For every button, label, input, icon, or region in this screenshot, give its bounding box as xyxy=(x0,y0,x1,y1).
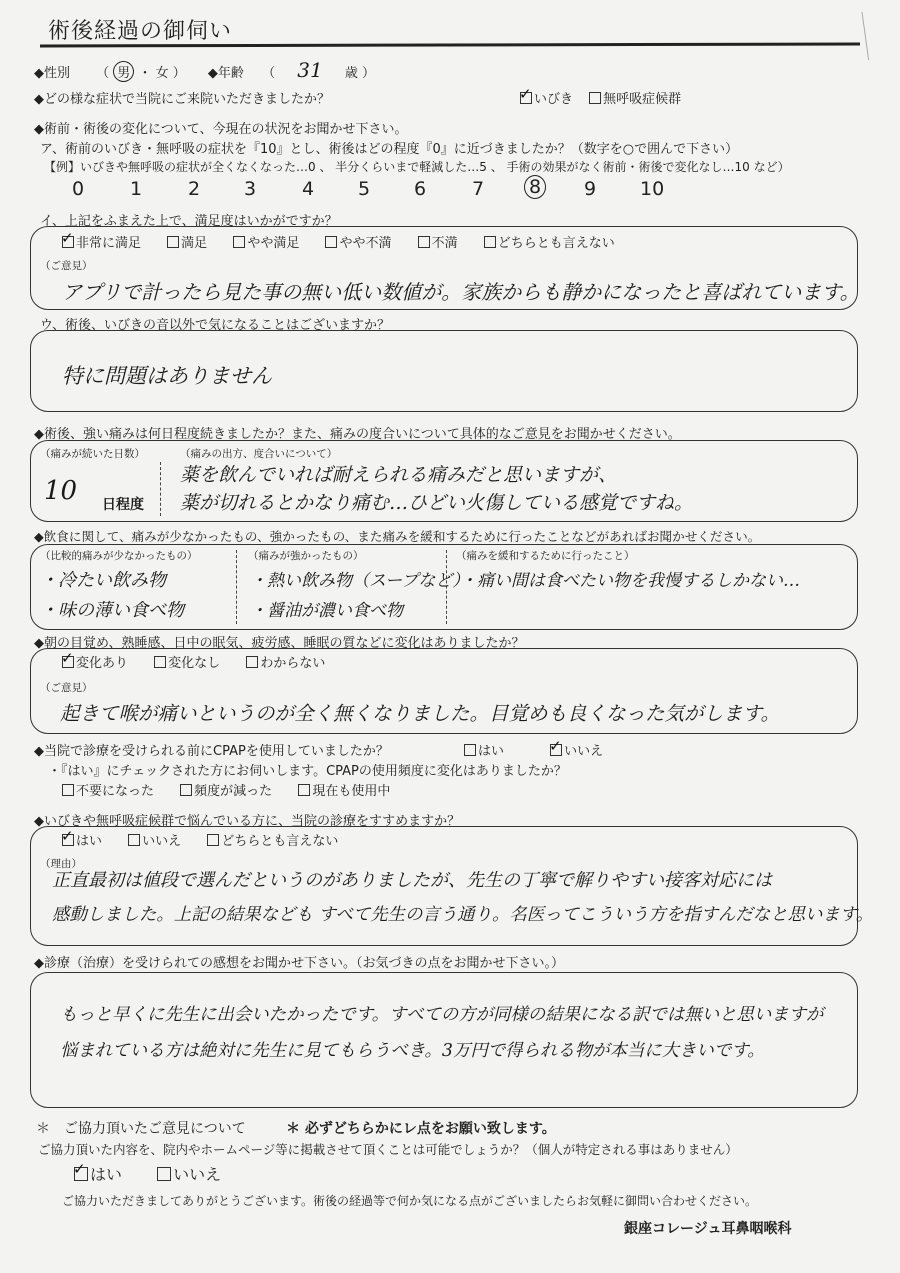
q3-answer-text[interactable]: 特に問題はありません xyxy=(62,364,272,388)
satisfaction-checkbox-3[interactable] xyxy=(233,236,245,248)
q6-option-changed: 変化あり xyxy=(76,656,129,671)
scale-5[interactable]: 5 xyxy=(358,178,371,200)
q6-opinion-text[interactable]: 起きて喉が痛いというのが全く無くなりました。目覚めも良くなった気がします。 xyxy=(60,702,780,725)
q6-opinion-label: （ご意見） xyxy=(40,682,93,694)
q8-options xyxy=(62,830,360,849)
satisfaction-checkbox-6[interactable] xyxy=(484,236,496,248)
gender-female[interactable]: 女 xyxy=(155,66,169,81)
q1-checkbox-ibiki[interactable] xyxy=(520,92,532,104)
q1-option-ibiki: いびき xyxy=(534,92,574,107)
page-title: 術後経過の御伺い xyxy=(48,19,233,44)
footer-note-a: ＊ ご協力頂いたご意見について xyxy=(36,1121,246,1137)
q4-detail-line2[interactable]: 薬が切れるとかなり痛む…ひどい火傷している感覚ですね。 xyxy=(180,492,694,514)
q6-options xyxy=(62,652,347,671)
satisfaction-checkbox-4[interactable] xyxy=(325,236,337,248)
age-unit: 歳 xyxy=(344,66,358,81)
gender-dot: ・ xyxy=(138,66,152,81)
gender-male[interactable]: 男 xyxy=(113,61,134,82)
footer-note-b: ＊ 必ずどちらかにレ点をお願い致します。 xyxy=(286,1121,556,1137)
q2-example: 【例】いびきや無呼吸の症状が全くなくなった…0 、 半分くらいまで軽減した…5 、 手術の効果がなく術前・術後で変化なし…10 など） xyxy=(44,160,790,174)
footer-option-yes: はい xyxy=(90,1165,123,1184)
scale-3[interactable]: 3 xyxy=(244,178,257,200)
q6-question: ◆朝の目覚め、熟睡感、日中の眠気、疲労感、睡眠の質などに変化はありましたか？ xyxy=(34,636,525,651)
q2-opinion-text[interactable]: アプリで計ったら見た事の無い低い数値が。家族からも静かになったと喜ばれています。 xyxy=(62,280,860,304)
satisfaction-label-3: やや満足 xyxy=(247,236,300,251)
satisfaction-label-6: どちらとも言えない xyxy=(497,236,615,251)
q8-question: ◆いびきや無呼吸症候群で悩んでいる方に、当院の診療をすすめますか？ xyxy=(34,814,461,829)
q1-option-apnea: 無呼吸症候群 xyxy=(603,92,682,107)
satisfaction-label-2: 満足 xyxy=(181,236,208,251)
q4-days-value[interactable]: 10 xyxy=(44,476,78,506)
clinic-name: 銀座コレージュ耳鼻咽喉科 xyxy=(624,1221,792,1237)
footer-checkbox-no[interactable] xyxy=(157,1167,171,1181)
q3-question: ウ、術後、いびきの音以外で気になることはございますか？ xyxy=(40,318,390,333)
q5-col2-label: （痛みが強かったもの） xyxy=(248,550,364,562)
q8-reason-line2[interactable]: 感動しました。上記の結果なども すべて先生の言う通り。名医ってこういう方を指すんだなと思います。 xyxy=(52,905,874,925)
q6-checkbox-unknown[interactable] xyxy=(246,656,258,668)
q9-question: ◆診療（治療）を受けられての感想をお聞かせ下さい。（お気づきの点をお聞かせ下さい。） xyxy=(34,956,564,971)
scale-1[interactable]: 1 xyxy=(130,178,143,200)
q6-checkbox-nochange[interactable] xyxy=(154,656,166,668)
q7-sub-option-1: 不要になった xyxy=(76,784,155,799)
q5-col2-item-2[interactable]: ・醤油が濃い食べ物 xyxy=(250,601,403,621)
title-underline xyxy=(0,0,900,60)
q9-answer-line2[interactable]: 悩まれている方は絶対に先生に見てもらうべき。3万円で得られる物が本当に大きいです。 xyxy=(60,1041,765,1061)
q8-checkbox-yes[interactable] xyxy=(62,834,74,846)
footer-options xyxy=(74,1162,221,1185)
q8-reason-line1[interactable]: 正直最初は値段で選んだというのがありましたが、先生の丁寧で解りやすい接客対応には xyxy=(52,870,772,891)
q8-reason-label: （理由） xyxy=(40,858,82,870)
q8-checkbox-no[interactable] xyxy=(128,834,140,846)
q2-opinion-label: （ご意見） xyxy=(40,260,93,272)
q7-checkbox-no[interactable] xyxy=(550,744,562,756)
q6-option-unknown: わからない xyxy=(260,656,326,671)
q7-sub-option-2: 頻度が減った xyxy=(194,784,273,799)
q8-option-neither: どちらとも言えない xyxy=(221,834,339,849)
q7-sub-question: ・『はい』にチェックされた方にお伺いします。CPAPの使用頻度に変化はありましたか？ xyxy=(48,764,567,779)
q6-option-nochange: 変化なし xyxy=(168,656,221,671)
q2-a-question: ア、術前のいびき・無呼吸の症状を『10』とし、術後はどの程度『0』に近づきましたか？（数字を○で囲んで下さい） xyxy=(40,142,739,157)
q8-option-no: いいえ xyxy=(142,834,182,849)
q7-options xyxy=(464,740,603,759)
q5-col1-item-1[interactable]: ・冷たい飲み物 xyxy=(40,570,166,591)
satisfaction-label-5: 不満 xyxy=(431,236,458,251)
q1-question: ◆どの様な症状で当院にご来院いただきましたか？ xyxy=(34,92,330,107)
footer-option-no: いいえ xyxy=(173,1165,222,1184)
scale-4[interactable]: 4 xyxy=(302,178,315,200)
q4-detail-line1[interactable]: 薬を飲んでいれば耐えられる痛みだと思いますが、 xyxy=(180,464,618,486)
q5-col2-item-1[interactable]: ・熱い飲み物（スープなど） xyxy=(250,571,470,591)
q7-sub-options xyxy=(62,780,412,799)
q5-divider-1 xyxy=(236,550,237,624)
q4-question: ◆術後、強い痛みは何日程度続きましたか？また、痛みの度合いについて具体的なご意見をお聞かせください。 xyxy=(34,427,681,442)
scale-2[interactable]: 2 xyxy=(188,178,201,200)
scale-10[interactable]: 10 xyxy=(640,178,665,200)
scale-9[interactable]: 9 xyxy=(584,178,597,200)
scale-0[interactable]: 0 xyxy=(72,178,85,200)
q1-checkbox-apnea[interactable] xyxy=(589,92,601,104)
q8-option-yes: はい xyxy=(76,834,103,849)
q7-sub-option-3: 現在も使用中 xyxy=(312,784,391,799)
satisfaction-checkbox-5[interactable] xyxy=(418,236,430,248)
scale-6[interactable]: 6 xyxy=(414,178,427,200)
q5-col1-label: （比較的痛みが少なかったもの） xyxy=(40,550,198,562)
q5-question: ◆飲食に関して、痛みが少なかったもの、強かったもの、また痛みを緩和するために行ったことなどがあればお聞かせください。 xyxy=(34,529,761,544)
q6-checkbox-changed[interactable] xyxy=(62,656,74,668)
q7-sub-checkbox-2[interactable] xyxy=(180,784,192,796)
age-value[interactable]: 31 xyxy=(297,58,323,82)
footer-question: ご協力頂いた内容を、院内やホームページ等に掲載させて頂くことは可能でしょうか？（個人が特定される事はありません） xyxy=(38,1142,738,1157)
q2-b-question: イ、上記をふまえた上で、満足度はいかがですか？ xyxy=(40,214,338,229)
q7-checkbox-yes[interactable] xyxy=(464,744,476,756)
q7-option-yes: はい xyxy=(478,744,505,759)
footer-thanks: ご協力いただきましてありがとうございます。術後の経過等で何か気になる点がございましたらお気軽に御問い合わせください。 xyxy=(62,1194,758,1208)
gender-row: ◆性別 （ 男 ・ 女 ） ◆年齢 （ 31 歳 ） xyxy=(34,58,375,82)
q7-option-no: いいえ xyxy=(564,744,604,759)
q5-col1-item-2[interactable]: ・味の薄い食べ物 xyxy=(40,600,184,621)
q4-detail-label: （痛みの出方、度合いについて） xyxy=(180,448,338,460)
q4-days-label: （痛みが続いた日数） xyxy=(40,448,145,460)
satisfaction-options xyxy=(62,232,637,251)
q4-divider xyxy=(160,462,161,516)
footer-checkbox-yes[interactable] xyxy=(74,1167,88,1181)
satisfaction-checkbox-1[interactable] xyxy=(62,236,74,248)
gender-label: ◆性別 xyxy=(34,66,70,81)
satisfaction-label-1: 非常に満足 xyxy=(76,236,142,251)
q2-header: ◆術前・術後の変化について、今現在の状況をお聞かせ下さい。 xyxy=(34,122,408,137)
q8-checkbox-neither[interactable] xyxy=(207,834,219,846)
satisfaction-checkbox-2[interactable] xyxy=(167,236,179,248)
q7-sub-checkbox-3[interactable] xyxy=(298,784,310,796)
q5-col3-label: （痛みを緩和するために行ったこと） xyxy=(456,550,635,562)
q7-sub-checkbox-1[interactable] xyxy=(62,784,74,796)
q7-question: ◆当院で診療を受けられる前にCPAPを使用していましたか？ xyxy=(34,744,389,759)
q9-answer-line1[interactable]: もっと早くに先生に出会いたかったです。すべての方が同様の結果になる訳では無いと思いますが xyxy=(60,1005,824,1025)
satisfaction-label-4: やや不満 xyxy=(339,236,392,251)
q5-col3-item-1[interactable]: ・痛い間は食べたい物を我慢するしかない… xyxy=(460,571,800,591)
age-label: ◆年齢 xyxy=(207,66,244,81)
q1-options xyxy=(520,88,681,107)
scale-8[interactable]: 8 xyxy=(524,175,546,199)
q4-days-unit: 日程度 xyxy=(102,497,144,513)
scale-7[interactable]: 7 xyxy=(472,178,485,200)
